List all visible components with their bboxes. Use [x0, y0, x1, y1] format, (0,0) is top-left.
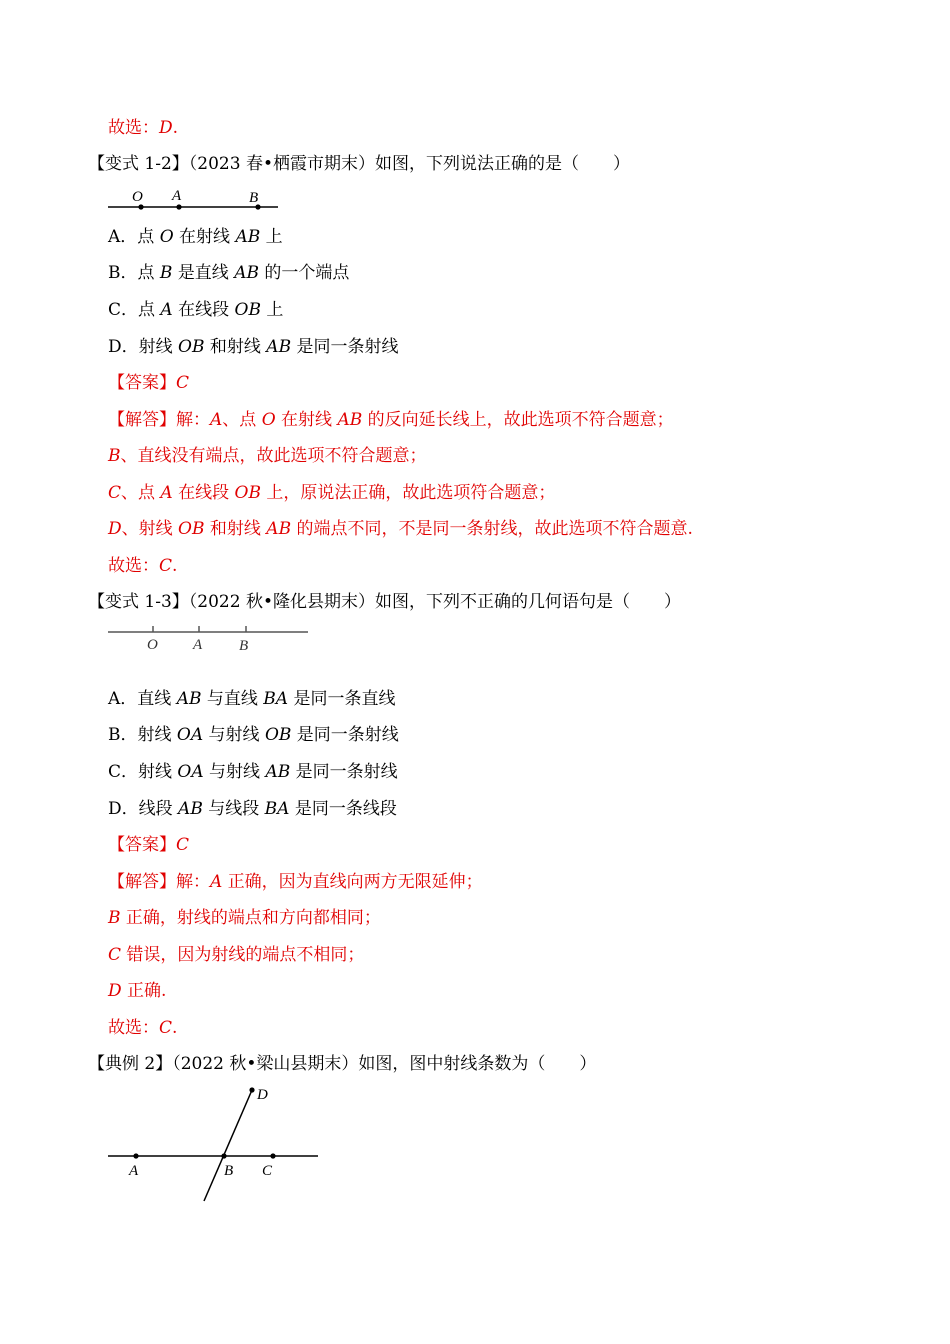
q2-solution-line-1: 【解答】解：A 正确，因为直线向两方无限延伸；	[108, 872, 483, 892]
q1-point-o	[138, 204, 143, 209]
q2-label-b: B	[239, 638, 249, 654]
q2-solution-line-2: B 正确，射线的端点和方向都相同；	[108, 908, 381, 928]
q1-option-a: A．点 O 在射线 AB 上	[108, 227, 283, 247]
q1-final: 故选：C.	[108, 556, 178, 576]
q3-point-d	[249, 1087, 254, 1092]
q1-solution-line-4: D、射线 OB 和射线 AB 的端点不同，不是同一条射线，故此选项不符合题意.	[108, 519, 693, 539]
q3-figure	[108, 1082, 323, 1207]
q2-solution-line-4: D 正确.	[108, 981, 167, 1001]
q3-point-b	[221, 1153, 226, 1158]
q1-option-b: B．点 B 是直线 AB 的一个端点	[108, 263, 350, 283]
q2-final: 故选：C.	[108, 1018, 178, 1038]
q1-header	[88, 153, 630, 175]
q3-stem: （2022 秋•梁山县期末）如图，图中射线条数为（ ）	[172, 1054, 597, 1074]
q1-label-a: A	[172, 188, 182, 204]
q2-solution-line-3: C 错误，因为射线的端点不相同；	[108, 945, 365, 965]
q3-label-a: A	[129, 1163, 139, 1179]
q1-solution-line-2: B、直线没有端点，故此选项不符合题意；	[108, 446, 427, 466]
q1-figure	[108, 185, 283, 215]
q2-option-d: D．线段 AB 与线段 BA 是同一条线段	[108, 799, 397, 819]
q3-point-c	[270, 1153, 275, 1158]
q1-tag: 【变式 1-2】	[88, 154, 189, 174]
q3-point-a	[133, 1153, 138, 1158]
q2-answer: 【答案】C	[108, 835, 190, 855]
q3-label-c: C	[262, 1163, 273, 1179]
q3-label-d: D	[257, 1087, 268, 1103]
intro-final-line: 故选：D.	[108, 118, 179, 138]
q1-point-a	[176, 204, 181, 209]
q2-stem: （2022 秋•隆化县期末）如图，下列不正确的几何语句是（ ）	[188, 592, 681, 612]
q3-label-b: B	[224, 1163, 234, 1179]
q2-label-o: O	[147, 637, 158, 653]
q3-header	[88, 1053, 596, 1075]
q1-label-o: O	[132, 189, 143, 205]
q2-tag: 【变式 1-3】	[88, 592, 189, 612]
q1-solution-line-1: 【解答】解：A、点 O 在射线 AB 的反向延长线上，故此选项不符合题意；	[108, 410, 674, 430]
q1-solution-line-3: C、点 A 在线段 OB 上，原说法正确，故此选项符合题意；	[108, 483, 556, 503]
q3-tag: 【典例 2】	[88, 1054, 173, 1074]
q1-option-d: D．射线 OB 和射线 AB 是同一条射线	[108, 337, 399, 357]
q2-label-a: A	[193, 637, 203, 653]
q1-stem: （2023 春•栖霞市期末）如图，下列说法正确的是（ ）	[188, 154, 630, 174]
q2-figure	[108, 620, 313, 656]
q1-option-c: C．点 A 在线段 OB 上	[108, 300, 284, 320]
q1-answer: 【答案】C	[108, 373, 190, 393]
q2-option-c: C．射线 OA 与射线 AB 是同一条射线	[108, 762, 398, 782]
q1-label-b: B	[249, 190, 259, 206]
q2-option-a: A．直线 AB 与直线 BA 是同一条直线	[108, 689, 396, 709]
q2-option-b: B．射线 OA 与射线 OB 是同一条射线	[108, 725, 399, 745]
q2-header	[88, 591, 681, 613]
